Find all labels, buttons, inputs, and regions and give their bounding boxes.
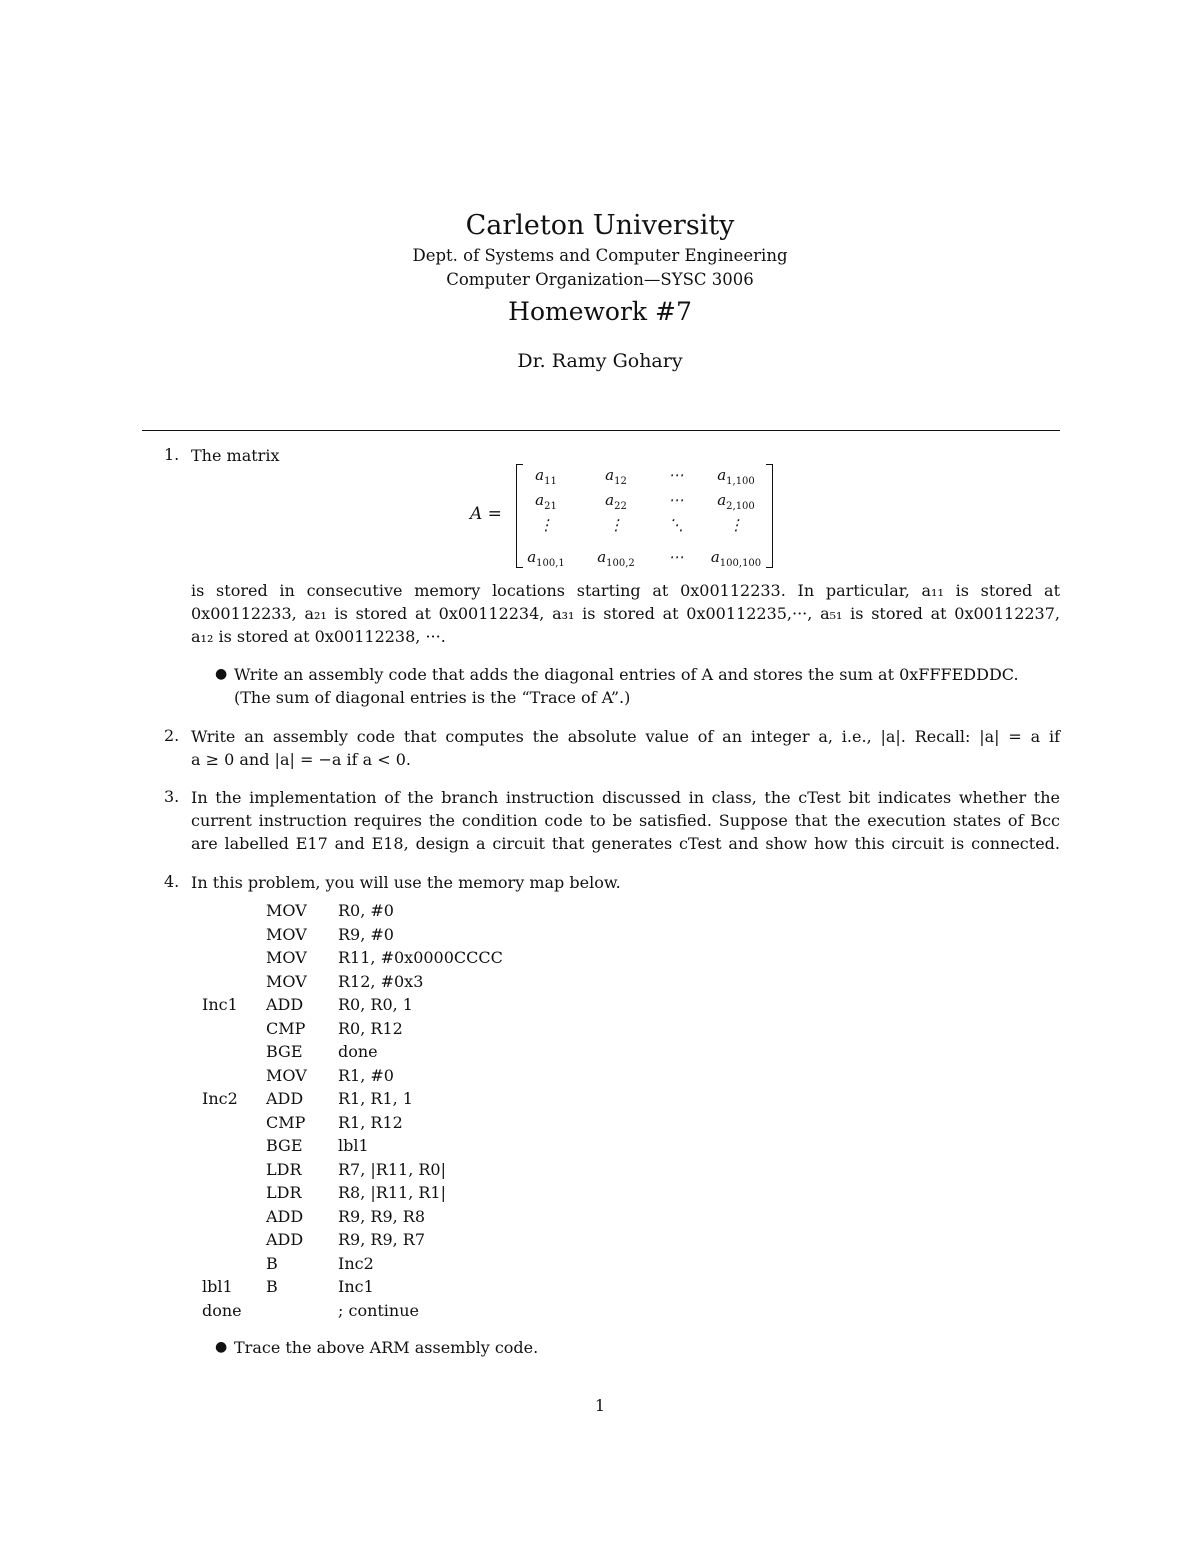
code-opcode: ADD	[266, 1206, 304, 1226]
homework-title: Homework #7	[508, 297, 692, 326]
q1-bullet-line-2: (The sum of diagonal entries is the “Trace of A”.)	[234, 688, 631, 707]
code-label: Inc2	[202, 1089, 238, 1108]
matrix-cell: ⋯	[668, 548, 684, 566]
q1-intro: The matrix	[191, 446, 280, 465]
q1-paragraph-line-2: 0x00112233, a₂₁ is stored at 0x00112234, a₃₁ is stored at 0x00112235,···, a₅₁ is stored at 0x00112237,	[191, 604, 1060, 623]
matrix-cell-subscript: 21	[544, 501, 557, 512]
code-operands: R7, |R11, R0|	[338, 1159, 446, 1179]
matrix-cell-subscript: 12	[614, 476, 627, 487]
code-opcode: MOV	[266, 948, 307, 967]
course-line: Computer Organization—SYSC 3006	[446, 270, 754, 289]
author-line: Dr. Ramy Gohary	[517, 350, 683, 372]
code-operands: ; continue	[338, 1300, 419, 1320]
code-opcode: MOV	[266, 1065, 307, 1085]
code-operands: Inc2	[338, 1253, 374, 1273]
code-opcode: LDR	[266, 1183, 302, 1202]
code-opcode: BGE	[266, 1136, 303, 1155]
code-operands: R11, #0x0000CCCC	[338, 948, 503, 967]
q2-line-2: a ≥ 0 and |a| = −a if a < 0.	[191, 750, 411, 769]
bullet-icon: ●	[215, 1339, 228, 1355]
code-label: Inc1	[202, 995, 238, 1014]
code-operands: R1, #0	[338, 1065, 394, 1085]
q3-line-3: are labelled E17 and E18, design a circuit that generates cTest and show how this circuit is connected.	[191, 834, 1060, 853]
code-operands: Inc1	[338, 1277, 374, 1296]
code-label: lbl1	[202, 1277, 233, 1296]
code-operands: R0, R12	[338, 1018, 403, 1038]
code-label: done	[202, 1300, 242, 1320]
code-opcode: B	[266, 1277, 278, 1296]
matrix-cell-subscript: 100,2	[606, 558, 635, 569]
page-number: 1	[594, 1396, 606, 1415]
code-operands: R9, R9, R7	[338, 1230, 426, 1249]
code-operands: done	[338, 1042, 378, 1061]
bullet-icon: ●	[215, 666, 228, 682]
q2-number: 2.	[164, 726, 180, 745]
university-title: Carleton University	[465, 210, 735, 241]
matrix-cell-subscript: 100,1	[536, 558, 565, 569]
q2-line-1: Write an assembly code that computes the absolute value of an integer a, i.e., |a|. Recall: |a| = a if	[191, 727, 1060, 746]
matrix-cell: $a_{1,100}$	[717, 466, 755, 487]
code-opcode: LDR	[266, 1159, 302, 1179]
matrix-cell: $a_{100,1}$	[527, 548, 565, 569]
code-opcode: MOV	[266, 971, 307, 991]
q1-number: 1.	[164, 445, 180, 464]
q3-number: 3.	[164, 787, 180, 806]
code-operands: R9, #0	[338, 924, 394, 944]
matrix-cell: ⋮	[538, 516, 554, 534]
matrix-cell-subscript: 11	[544, 476, 557, 487]
title-block	[0, 208, 1200, 374]
matrix-cell: $a_{12}$	[605, 466, 627, 487]
code-opcode: BGE	[266, 1042, 303, 1061]
code-operands: R1, R12	[338, 1112, 403, 1132]
matrix-cell: ⋯	[668, 466, 684, 484]
matrix-cell: $a_{21}$	[535, 491, 557, 512]
code-opcode: ADD	[266, 1089, 304, 1108]
code-opcode: MOV	[266, 901, 307, 920]
q1-bullet-line-1: Write an assembly code that adds the diagonal entries of A and stores the sum at 0xFFFEDDDC.	[234, 665, 1019, 684]
q3-line-1: In the implementation of the branch instruction discussed in class, the cTest bit indicates whether the	[191, 788, 1060, 807]
matrix-cell-subscript: 22	[614, 501, 627, 512]
department-line: Dept. of Systems and Computer Engineering	[412, 246, 788, 265]
code-opcode: ADD	[266, 1230, 304, 1249]
q4-number: 4.	[164, 872, 180, 891]
matrix-cell: $a_{100,100}$	[710, 548, 762, 569]
code-opcode: B	[266, 1253, 278, 1273]
code-operands: R12, #0x3	[338, 971, 424, 991]
q1-paragraph-line-3: a₁₂ is stored at 0x00112238, ···.	[191, 627, 446, 646]
matrix-cell-subscript: 2,100	[726, 501, 755, 512]
code-opcode: CMP	[266, 1018, 306, 1038]
q1-paragraph-line-1: is stored in consecutive memory locations starting at 0x00112233. In particular, a₁₁ is stored at	[191, 581, 1060, 600]
matrix-cell: ⋱	[668, 516, 684, 534]
matrix-A	[470, 462, 780, 570]
code-operands: R8, |R11, R1|	[338, 1183, 446, 1202]
code-operands: R9, R9, R8	[338, 1206, 426, 1226]
matrix-cell: $a_{100,2}$	[597, 548, 635, 569]
code-operands: R0, R0, 1	[338, 995, 413, 1014]
q4-bullet: Trace the above ARM assembly code.	[234, 1338, 539, 1357]
matrix-cell-subscript: 100,100	[719, 558, 762, 569]
header-divider	[142, 430, 1060, 431]
code-opcode: MOV	[266, 924, 307, 944]
code-opcode: ADD	[266, 995, 304, 1014]
matrix-cell: $a_{22}$	[605, 491, 627, 512]
matrix-cell: $a_{11}$	[535, 466, 557, 487]
matrix-cell: ⋮	[608, 516, 624, 534]
matrix-label: A =	[470, 504, 502, 524]
code-operands: R0, #0	[338, 901, 394, 920]
matrix-cell: ⋮	[728, 516, 744, 534]
matrix-cell: ⋯	[668, 491, 684, 509]
code-opcode: CMP	[266, 1112, 306, 1132]
code-operands: lbl1	[338, 1136, 369, 1155]
matrix-cell-subscript: 1,100	[726, 476, 755, 487]
q4-intro: In this problem, you will use the memory map below.	[191, 873, 621, 892]
matrix-cell: $a_{2,100}$	[717, 491, 755, 512]
q3-line-2: current instruction requires the condition code to be satisfied. Suppose that the execution states of Bcc	[191, 811, 1060, 830]
code-operands: R1, R1, 1	[338, 1089, 413, 1108]
